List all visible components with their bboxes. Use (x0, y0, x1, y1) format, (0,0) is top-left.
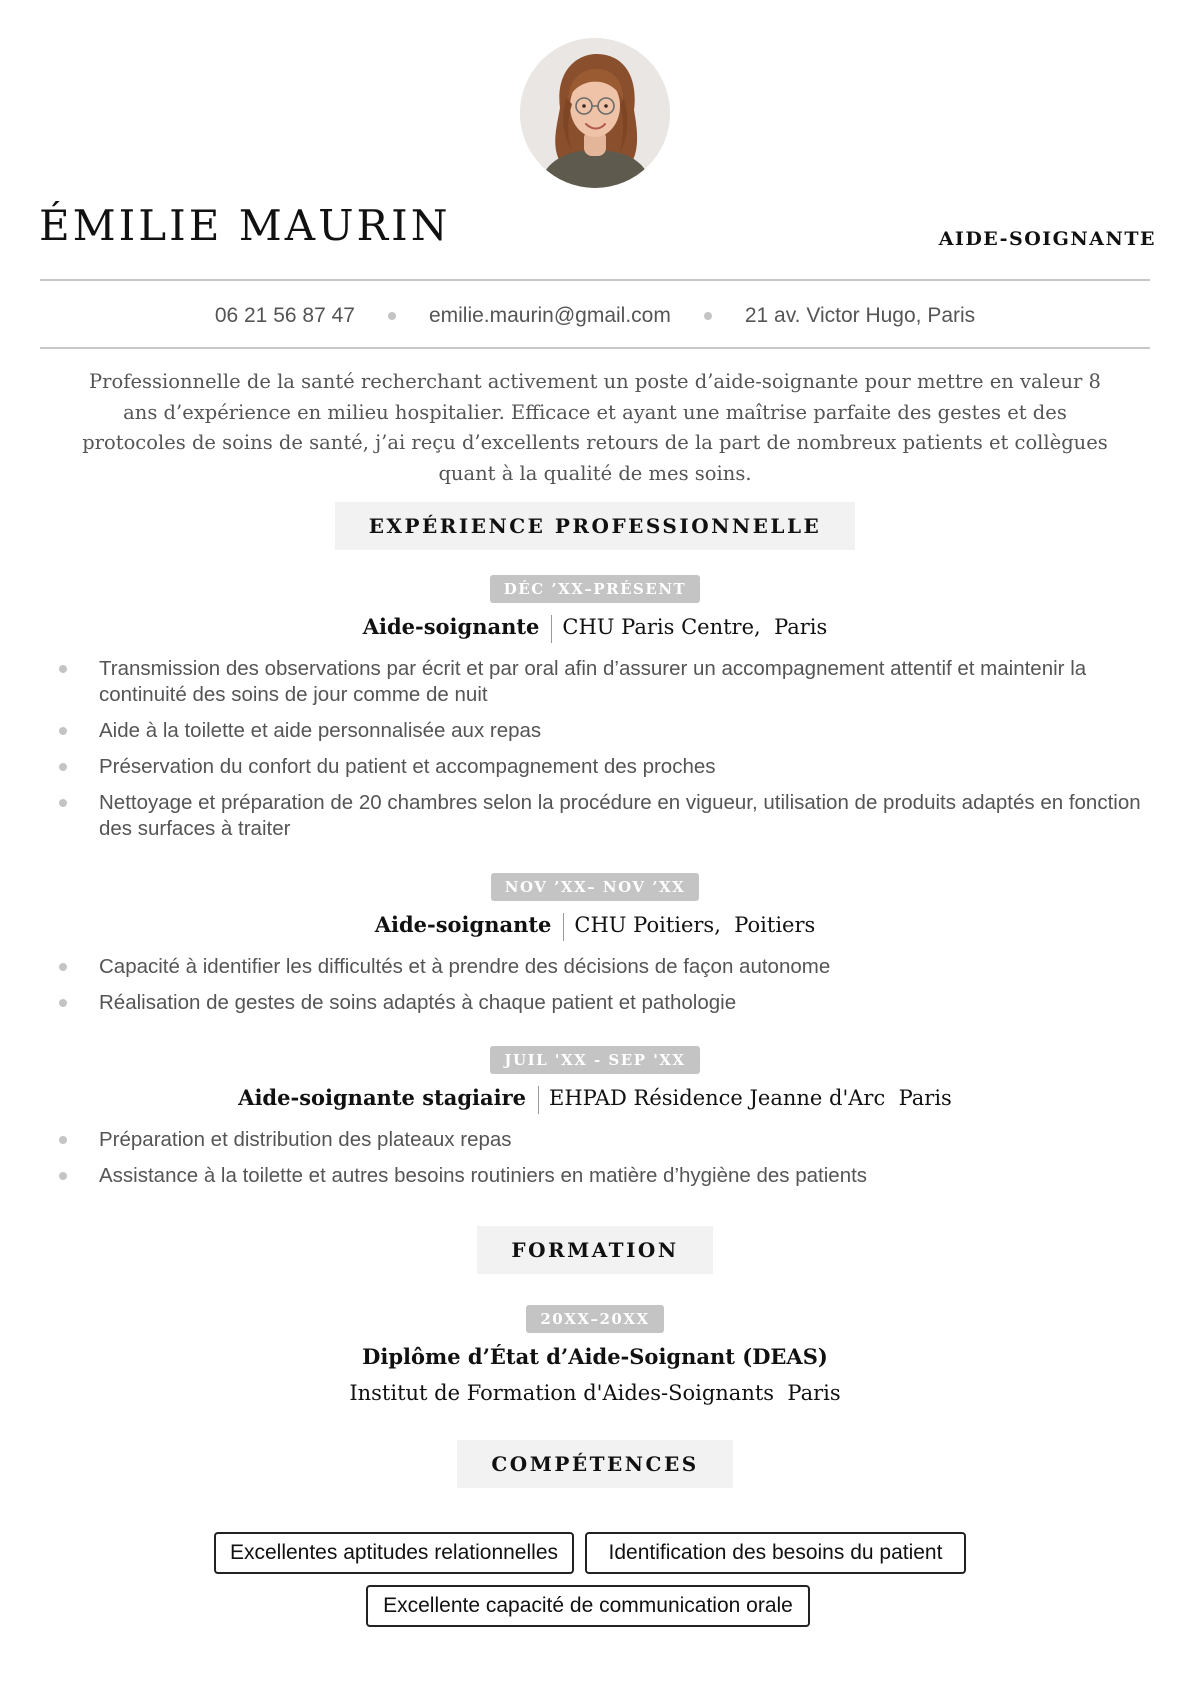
list-item: Réalisation de gestes de soins adaptés à chaque patient et pathologie (0, 990, 1150, 1016)
list-item: Assistance à la toilette et autres besoins routiniers en matière d’hygiène des patients (0, 1163, 1150, 1189)
job-header (0, 910, 1190, 941)
job-role: Aide-soignante (374, 912, 552, 937)
job-bullets (0, 656, 1150, 852)
divider-bottom (40, 347, 1150, 349)
list-item: Aide à la toilette et aide personnalisée aux repas (0, 718, 1150, 744)
education-degree: Diplôme d’État d’Aide-Soignant (DEAS) (362, 1344, 828, 1369)
job-date-badge: DÉC ’XX–PRÉSENT (0, 575, 1190, 603)
avatar (520, 38, 670, 188)
education-school: Institut de Formation d'Aides-Soignants (349, 1381, 775, 1405)
vertical-divider (563, 913, 564, 941)
skill-tag: Identification des besoins du patient (585, 1532, 966, 1574)
skill-tag: Excellentes aptitudes relationnelles (214, 1532, 574, 1574)
job-city: Paris (774, 615, 828, 639)
section-skills-title: COMPÉTENCES (0, 1440, 1190, 1488)
education-date-badge: 20XX–20XX (0, 1305, 1190, 1333)
job-employer: CHU Paris Centre, (562, 615, 761, 639)
job-city: Poitiers (734, 913, 816, 937)
bullet-separator-icon (388, 312, 396, 320)
section-education-title: FORMATION (0, 1226, 1190, 1274)
section-experience-title: EXPÉRIENCE PROFESSIONNELLE (0, 502, 1190, 550)
job-header (0, 1083, 1190, 1114)
bullet-separator-icon (704, 312, 712, 320)
candidate-name: ÉMILIE MAURIN (39, 201, 451, 250)
divider-top (40, 279, 1150, 281)
job-city: Paris (898, 1086, 952, 1110)
list-item: Transmission des observations par écrit et par oral afin d’assurer un accompagnement attentif et maintenir la continuité des soins de jour comme de nuit (0, 656, 1150, 708)
vertical-divider (551, 615, 552, 643)
job-bullets (0, 1127, 1150, 1199)
list-item: Préparation et distribution des plateaux repas (0, 1127, 1150, 1153)
profile-photo (520, 38, 670, 188)
job-header (0, 612, 1190, 643)
education-city: Paris (787, 1381, 841, 1405)
phone-number[interactable]: 06 21 56 87 47 (214, 304, 355, 327)
job-role: Aide-soignante stagiaire (238, 1085, 526, 1110)
list-item: Capacité à identifier les difficultés et à prendre des décisions de façon autonome (0, 954, 1150, 980)
education-institution (0, 1378, 1190, 1408)
job-employer: EHPAD Résidence Jeanne d'Arc (549, 1086, 886, 1110)
postal-address: 21 av. Victor Hugo, Paris (744, 304, 976, 327)
vertical-divider (538, 1086, 539, 1114)
job-date-badge: NOV ’XX– NOV ’XX (0, 873, 1190, 901)
list-item: Nettoyage et préparation de 20 chambres selon la procédure en vigueur, utilisation de produits adaptés en fonction des surfaces à traiter (0, 790, 1150, 842)
job-date-badge: JUIL 'XX - SEP 'XX (0, 1046, 1190, 1074)
job-employer: CHU Poitiers, (574, 913, 721, 937)
job-bullets (0, 954, 1150, 1026)
contact-bar (40, 302, 1150, 330)
skill-tag: Excellente capacité de communication orale (366, 1585, 810, 1627)
job-role: Aide-soignante (362, 614, 540, 639)
email-address[interactable]: emilie.maurin@gmail.com (428, 304, 671, 327)
job-title: AIDE-SOIGNANTE (938, 228, 1156, 250)
profile-summary: Professionnelle de la santé recherchant activement un poste d’aide-soignante pour mettre en valeur 8 ans d’expérience en milieu hospitalier. Efficace et ayant une maîtrise parfaite des gestes et des protocoles de soins de santé, j’ai reçu d’excellents retours de la part de nombreux patients et collègues quant à la qualité de mes soins. (82, 370, 1108, 485)
list-item: Préservation du confort du patient et accompagnement des proches (0, 754, 1150, 780)
